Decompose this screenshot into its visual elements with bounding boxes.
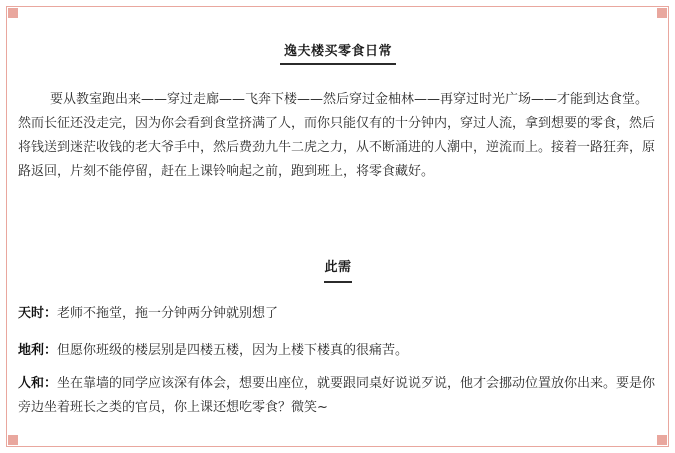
section-title-underline xyxy=(280,63,396,65)
requirement-item-people xyxy=(18,372,658,420)
frame-corner-top-right xyxy=(657,8,667,18)
section-title-underline xyxy=(324,281,352,283)
section-title-requirements: 此需 xyxy=(324,260,352,275)
frame-corner-bottom-left xyxy=(8,435,18,445)
requirement-text: 老师不拖堂，拖一分钟两分钟就别想了 xyxy=(57,306,279,321)
requirement-key: 人和： xyxy=(18,376,58,391)
snack-run-paragraph: 要从教室跑出来——穿过走廊——飞奔下楼——然后穿过金柚林——再穿过时光广场——才能到达食堂。然而长征还没走完，因为你会看到食堂挤满了人，而你只能仅有的十分钟内，穿过人流，拿到想要的零食，然后将钱送到迷茫收钱的老大爷手中，然后费劲九牛二虎之力，从不断涌进的人潮中，逆流而上。接着一路狂奔，原路返回，片刻不能停留，赶在上课铃响起之前，跑到班上，将零食藏好。 xyxy=(18,92,656,179)
requirement-text: 但愿你班级的楼层别是四楼五楼，因为上楼下楼真的很痛苦。 xyxy=(57,343,409,358)
frame-corner-bottom-right xyxy=(657,435,667,445)
requirement-item-location xyxy=(18,339,658,363)
requirement-item-timing xyxy=(18,302,658,326)
requirement-key: 天时： xyxy=(18,306,58,321)
section-title-snacks: 逸夫楼买零食日常 xyxy=(283,44,392,59)
requirement-text: 坐在靠墙的同学应该深有体会，想要出座位，就要跟同桌好说说歹说，他才会挪动位置放你出来。要是你旁边坐着班长之类的官员，你上课还想吃零食？微笑~ xyxy=(18,376,656,415)
frame-corner-top-left xyxy=(8,8,18,18)
requirement-key: 地利： xyxy=(18,343,58,358)
